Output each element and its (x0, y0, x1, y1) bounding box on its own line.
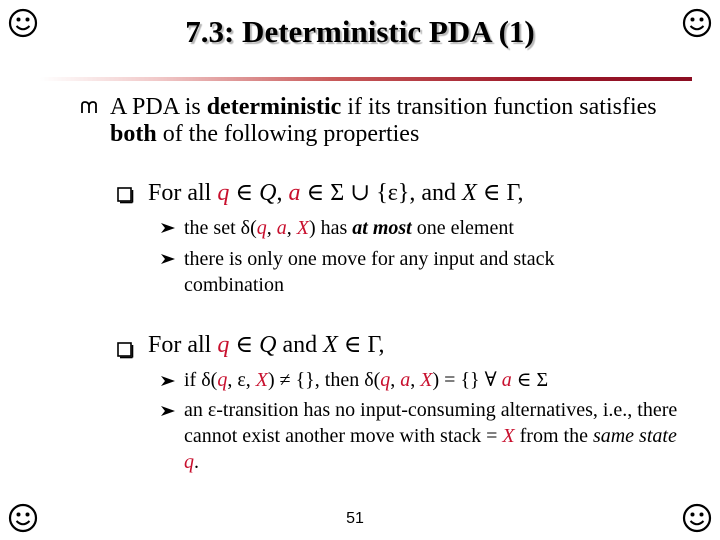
property-2-detail-2: an ε-transition has no input-consuming alternatives, i.e., there cannot exist another move with stack = X from the same state q. (184, 399, 678, 473)
property-1-heading: For all q ∈ Q, a ∈ Σ ∪ {ε}, and X ∈ Γ, (148, 180, 524, 206)
bottom-left-smiley-icon (8, 503, 38, 533)
title-divider (40, 77, 692, 81)
arrow-bullet-icon (160, 373, 176, 389)
arrow-bullet-icon (160, 403, 176, 419)
property-1-detail-2: there is only one move for any input and stack combination (184, 248, 555, 296)
property-2-heading: For all q ∈ Q and X ∈ Γ, (148, 332, 385, 358)
page-number: 51 (346, 510, 364, 527)
property-1-detail-1: the set δ(q, a, X) has at most one element (184, 217, 514, 239)
arrow-bullet-icon (160, 251, 176, 267)
arrow-bullet-icon (160, 220, 176, 236)
hollow-square-bullet-icon (116, 341, 134, 359)
bottom-right-smiley-icon (682, 503, 712, 533)
intro-paragraph: A PDA is deterministic if its transition function satisfies both of the following properties (110, 94, 657, 147)
property-2-detail-1: if δ(q, ε, X) ≠ {}, then δ(q, a, X) = {} ∀ a ∈ Σ (184, 369, 549, 391)
circle-bullet-icon (78, 96, 100, 118)
hollow-square-bullet-icon (116, 186, 134, 204)
slide-title: 7.3: Deterministic PDA (1) (185, 14, 535, 49)
